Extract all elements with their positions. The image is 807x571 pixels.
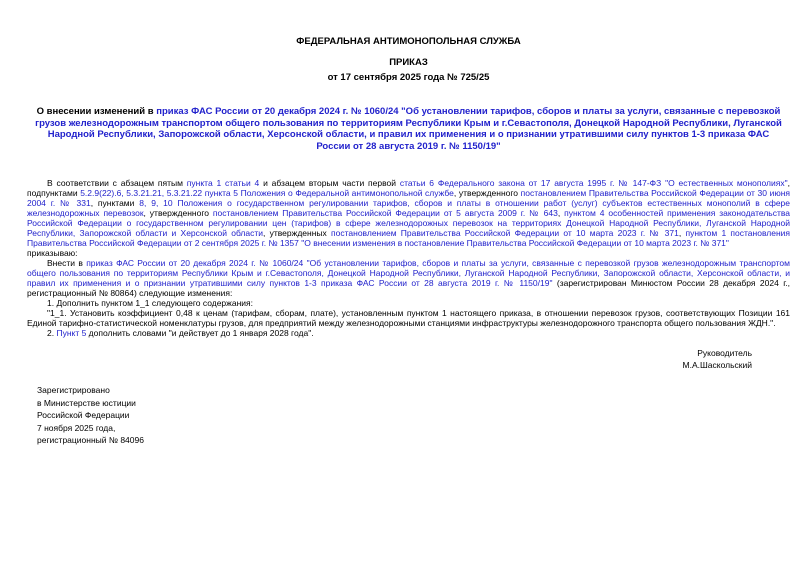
doc-link[interactable]: 8, 9, 10 Положения о государственном регулировании тарифов, сборов и платы в отношении работ (услуг) субъектов естественных монополий в сфере железнодорожных перевозок bbox=[27, 198, 791, 218]
doc-link[interactable]: Пункт 5 bbox=[56, 328, 87, 338]
text-run: О внесении изменений в bbox=[36, 106, 157, 117]
text-run: 2. bbox=[47, 328, 57, 338]
paragraph bbox=[27, 178, 790, 248]
text-run: и абзацем вторым части первой bbox=[259, 178, 400, 188]
registration-line: 7 ноября 2025 года, bbox=[37, 422, 116, 433]
text-run: , подпунктами bbox=[27, 178, 790, 198]
text-run: приказываю: bbox=[27, 248, 78, 258]
document-body bbox=[27, 178, 790, 338]
document-header bbox=[27, 36, 790, 84]
signature-block bbox=[27, 347, 790, 371]
doc-link[interactable]: постановлением Правительства Российской Федерации от 10 марта 2023 г. № 371 bbox=[331, 228, 679, 238]
doc-link[interactable]: статьи 6 Федерального закона от 17 августа 1995 г. № 147-ФЗ "О естественных монополиях" bbox=[399, 178, 788, 188]
text-run: , bbox=[678, 228, 686, 238]
paragraph bbox=[27, 328, 790, 338]
document-type: ПРИКАЗ bbox=[389, 57, 428, 68]
registration-line: регистрационный № 84096 bbox=[37, 435, 144, 445]
text-run: Внести в bbox=[47, 258, 87, 268]
paragraph bbox=[27, 308, 790, 328]
text-run: , утвержденных bbox=[263, 228, 332, 238]
doc-link[interactable]: приказ ФАС России от 20 декабря 2024 г. № 1060/24 "Об установлении тарифов, сборов и платы за услуги, связанные с перевозкой грузов железнодорожным транспортом общего пользования по территориям Республики Крым и г.Севастополя, Донецкой Народной Республики, Луганской Народной Республики, Запорожской области, Херсонской области, и правил их применения и о признании утратившими силу пунктов 1-3 приказа ФАС России от 28 августа 2019 г. № 1150/19" bbox=[35, 106, 782, 152]
doc-link[interactable]: постановлением Правительства Российской Федерации от 5 августа 2009 г. № 643 bbox=[212, 208, 558, 218]
text-run: дополнить словами "и действует до 1 января 2028 года". bbox=[86, 328, 314, 338]
text-run: (зарегистрирован Минюстом России 28 декабря 2024 г., регистрационный № 80864) следующие изменения: bbox=[27, 278, 791, 298]
paragraph bbox=[27, 248, 790, 258]
doc-link[interactable]: постановлением Правительства Российской Федерации от 30 июня 2004 г. № 331 bbox=[27, 188, 791, 208]
registration-block bbox=[37, 384, 790, 447]
doc-link[interactable]: пунктом 1 постановления Правительства Российской Федерации от 2 сентября 2025 г. № 1357 "О внесении изменения в постановление Правительства Российской Федерации от 10 марта 2023 г. № 371" bbox=[27, 228, 791, 248]
doc-link[interactable]: приказ ФАС России от 20 декабря 2024 г. № 1060/24 "Об установлении тарифов, сборов и платы за услуги, связанные с перевозкой грузов железнодорожным транспортом общего пользования по территориям Республики Крым и г.Севастополя, Донецкой Народной Республики, Луганской Народной Республики, Запорожской области, Херсонской области, и правил их применения и о признании утратившими силу пунктов 1-3 приказа ФАС России от 28 августа 2019 г. № 1150/19" bbox=[27, 258, 790, 288]
text-run: , bbox=[557, 208, 565, 218]
document-title bbox=[33, 106, 784, 152]
text-run: "1_1. Установить коэффициент 0,48 к ценам (тарифам, сборам, плате), установленным пунктом 1 настоящего приказа, в отношении перевозок грузов, соответствующих Позиции 161 Единой тарифно-статистической номенклатуры грузов, для предприятий между железнодорожными станциями инфраструктуры железнодорожного транспорта общего пользования ЖДН.". bbox=[27, 308, 790, 328]
doc-link[interactable]: пунктом 4 особенностей применения законодательства Российской Федерации о государственном регулировании цен (тарифов) в сфере железнодорожных перевозок на территориях Донецкой Народной Республики, Луганской Народной Республики, Запорожской области и Херсонской области bbox=[27, 208, 791, 238]
text-run: , утвержденного bbox=[453, 188, 521, 198]
text-run: В соответствии с абзацем пятым bbox=[47, 178, 187, 188]
registration-line: Российской Федерации bbox=[37, 410, 130, 420]
registration-line: в Министерстве юстиции bbox=[37, 397, 136, 408]
text-run: 1. Дополнить пунктом 1_1 следующего содержания: bbox=[47, 298, 253, 308]
doc-link[interactable]: 5.2.9(22).6, 5.3.21.21, 5.3.21.22 пункта 5 Положения о Федеральной антимонопольной службе bbox=[80, 188, 454, 198]
paragraph bbox=[27, 298, 790, 308]
issuing-authority: ФЕДЕРАЛЬНАЯ АНТИМОНОПОЛЬНАЯ СЛУЖБА bbox=[296, 36, 521, 47]
text-run: , пунктами bbox=[90, 198, 140, 208]
paragraph bbox=[27, 258, 790, 298]
signature-name: М.А.Шаскольский bbox=[682, 360, 752, 370]
document-date-number: от 17 сентября 2025 года № 725/25 bbox=[327, 72, 490, 83]
registration-line: Зарегистрировано bbox=[37, 385, 110, 395]
doc-link[interactable]: пункта 1 статьи 4 bbox=[186, 178, 260, 188]
signature-position: Руководитель bbox=[697, 348, 752, 358]
text-run: , утвержденного bbox=[143, 208, 213, 218]
